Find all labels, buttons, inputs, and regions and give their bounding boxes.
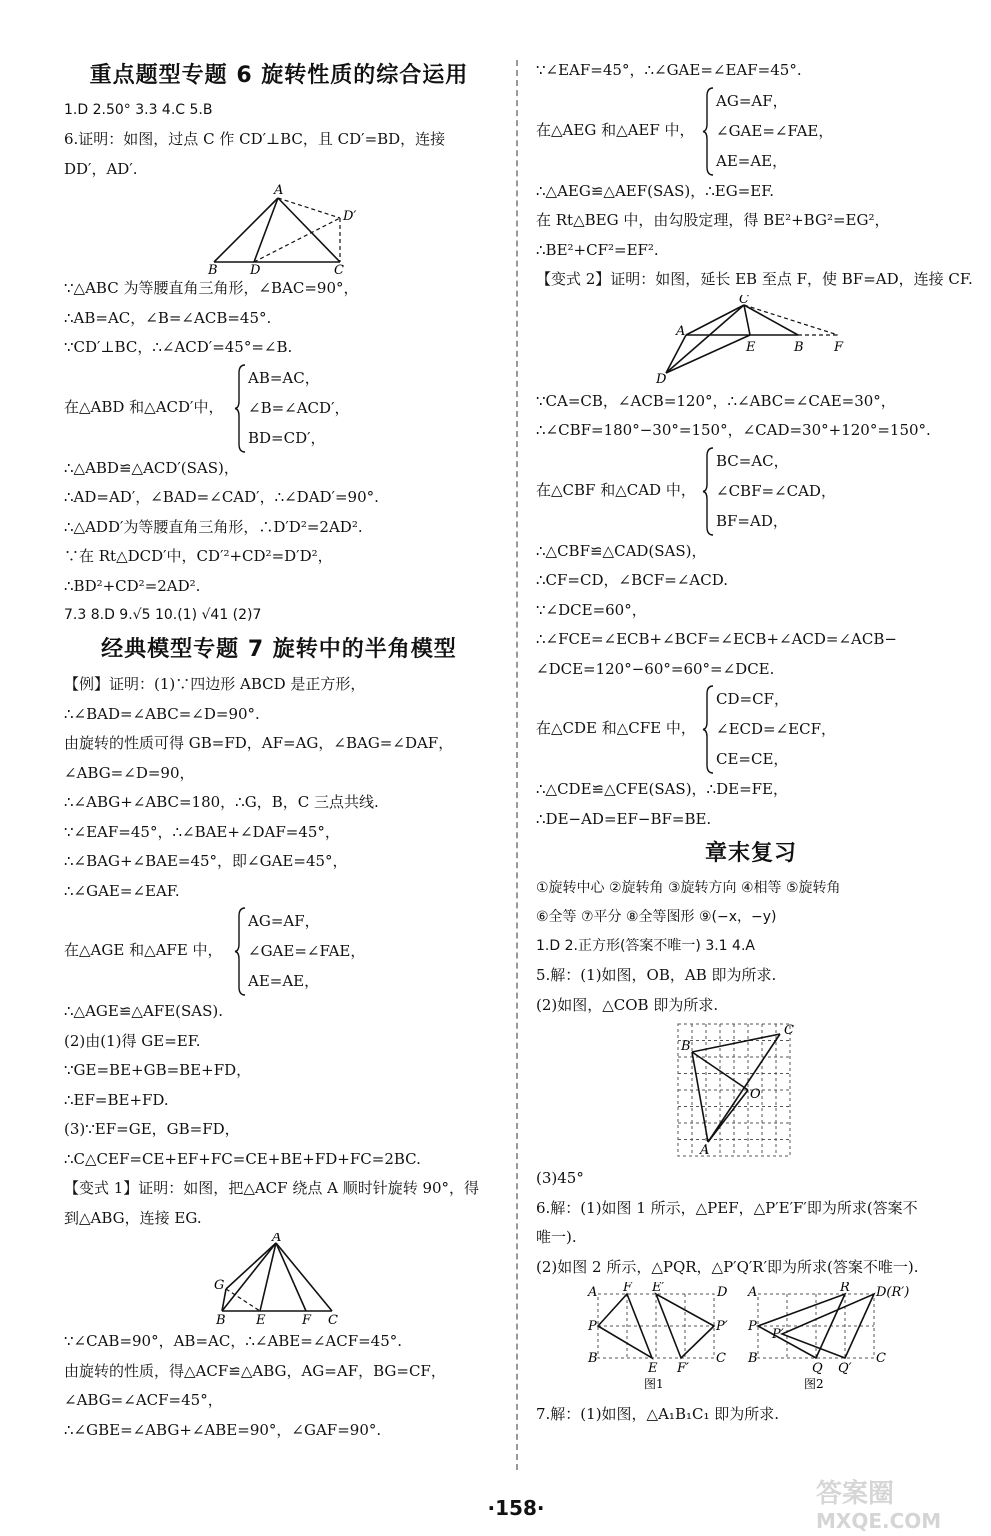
right-line-6: ∴∠CBF=180°−30°=150°，∠CAD=30°+120°=150°. xyxy=(536,421,931,439)
fig2-label-C: C xyxy=(876,1351,886,1366)
triangle-figure-1 xyxy=(64,184,494,274)
fig1-label-P-prime: P′ xyxy=(716,1319,728,1334)
review-q6-line-c: (2)如图 2 所示，△PQR，△P′Q′R′即为所求(答案不唯一). xyxy=(536,1257,919,1276)
right-line-7: ∴△CBF≌△CAD(SAS)， xyxy=(536,541,707,560)
section-7-title: 经典模型专题 7 旋转中的半角模型 xyxy=(101,637,457,662)
example-line-11: ∵GE=BE+GB=BE+FD， xyxy=(64,1061,252,1079)
answers-1-5: 1.D 2.50° 3.3 4.C 5.B xyxy=(64,102,213,118)
brace-item: CE=CE， xyxy=(716,750,789,768)
label-A: A xyxy=(676,323,686,339)
label-E: E xyxy=(746,339,756,355)
triangle-figure-3 xyxy=(536,295,966,387)
brace-label: 在△CBF 和△CAD 中， xyxy=(536,480,696,499)
example-line-8: ∴∠GAE=∠EAF. xyxy=(64,881,180,900)
watermark-text: 答案圈 xyxy=(816,1479,895,1509)
variant-2-line: 【变式 2】证明：如图，延长 EB 至点 F，使 BF=AD，连接 CF. xyxy=(536,270,973,288)
brace-item: AB=AC， xyxy=(248,368,320,387)
review-q5-line-c: (3)45° xyxy=(536,1169,584,1187)
brace-icon xyxy=(702,684,714,775)
label-C: C xyxy=(334,263,344,274)
brace-item: ∠B=∠ACD′， xyxy=(248,398,350,417)
fig2-label-P-prime: P′ xyxy=(772,1327,784,1342)
q6-line-a: 6.证明：如图，过点 C 作 CD′⊥BC，且 CD′=BD，连接 xyxy=(64,130,446,148)
label-D: D xyxy=(656,371,667,387)
label-D-prime: D′ xyxy=(343,209,357,224)
example-line-5: ∴∠ABG+∠ABC=180，∴G，B，C 三点共线. xyxy=(64,793,379,811)
brace-item: AE=AE， xyxy=(248,972,320,990)
variant-1-line-d: 由旋转的性质，得△ACF≌△ABG，AG=AF，BG=CF， xyxy=(64,1361,446,1380)
fig1-label-P: P xyxy=(588,1319,597,1334)
example-line-1: 【例】证明：(1)∵四边形 ABCD 是正方形， xyxy=(64,675,366,693)
example-line-12: ∴EF=BE+FD. xyxy=(64,1090,169,1109)
rectangle-figures xyxy=(536,1282,966,1400)
variant-1-line-f: ∴∠GBE=∠ABG+∠ABE=90°，∠GAF=90°. xyxy=(64,1420,382,1439)
right-line-11: ∠DCE=120°−60°=60°=∠DCE. xyxy=(536,659,775,678)
q6-line-b: DD′，AD′. xyxy=(64,159,138,178)
fig2-caption: 图2 xyxy=(804,1377,824,1391)
brace-item: AE=AE， xyxy=(716,151,788,170)
brace-item: BD=CD′， xyxy=(248,428,326,447)
page-number: ·158· xyxy=(487,1496,545,1520)
svg-text:MXQE.COM: MXQE.COM xyxy=(816,1509,942,1533)
brace-label: 在△AGE 和△AFE 中， xyxy=(64,941,223,959)
example-line-6: ∵∠EAF=45°，∴∠BAE+∠DAF=45°， xyxy=(64,822,340,841)
brace-icon xyxy=(234,363,246,454)
example-line-2: ∴∠BAD=∠ABC=∠D=90°. xyxy=(64,704,260,723)
fig1-label-A: A xyxy=(588,1285,598,1300)
review-q5-line-b: (2)如图，△COB 即为所求. xyxy=(536,995,719,1014)
watermark-logo xyxy=(812,1468,982,1534)
label-B: B xyxy=(794,339,804,355)
brace-item: AG=AF， xyxy=(248,912,320,930)
example-line-13: (3)∵EF=GE，GB=FD， xyxy=(64,1120,240,1138)
label-A: A xyxy=(274,184,284,198)
label-B: B xyxy=(216,1313,226,1327)
label-A: A xyxy=(700,1143,710,1158)
congruence-brace-5 xyxy=(536,684,966,775)
proof-line-8: ∴BD²+CD²=2AD². xyxy=(64,576,201,595)
fig2-label-P: P xyxy=(748,1319,757,1334)
variant-1-line-c: ∵∠CAB=90°，AB=AC，∴∠ABE=∠ACF=45°. xyxy=(64,1332,403,1350)
congruence-brace-3 xyxy=(536,86,966,177)
congruence-brace-1 xyxy=(64,363,494,454)
label-C: C xyxy=(784,1023,794,1038)
review-q6-line-b: 唯一). xyxy=(536,1228,577,1246)
brace-label: 在△ABD 和△ACD′中， xyxy=(64,397,224,416)
fig1-label-E-prime: E′ xyxy=(652,1282,665,1295)
label-B: B xyxy=(681,1039,691,1054)
label-D: D xyxy=(250,263,261,274)
label-C: C xyxy=(739,294,749,307)
brace-label: 在△CDE 和△CFE 中， xyxy=(536,719,696,737)
brace-icon xyxy=(702,86,714,177)
chapter-review-title: 章末复习 xyxy=(704,841,797,866)
fig1-label-B: B xyxy=(588,1351,598,1366)
right-line-4: ∴BE²+CF²=EF². xyxy=(536,240,659,259)
answers-7-10: 7.3 8.D 9.√5 10.(1) √41 (2)7 xyxy=(64,607,262,623)
right-line-13: ∴DE−AD=EF−BF=BE. xyxy=(536,809,712,828)
review-q7-line: 7.解：(1)如图，△A₁B₁C₁ 即为所求. xyxy=(536,1405,780,1423)
brace-item: BF=AD， xyxy=(716,511,788,530)
review-q5-line-a: 5.解：(1)如图，OB，AB 即为所求. xyxy=(536,966,777,984)
example-line-4: ∠ABG=∠D=90， xyxy=(64,763,195,782)
label-F: F xyxy=(834,339,844,355)
label-G: G xyxy=(214,1278,225,1293)
brace-item: ∠ECD=∠ECF， xyxy=(716,720,836,738)
right-line-5: ∵CA=CB，∠ACB=120°，∴∠ABC=∠CAE=30°， xyxy=(536,391,896,410)
label-A: A xyxy=(272,1233,282,1245)
column-divider xyxy=(516,60,518,1470)
example-line-3: 由旋转的性质可得 GB=FD，AF=AG，∠BAG=∠DAF， xyxy=(64,734,454,752)
proof-line-2: ∴AB=AC，∠B=∠ACB=45°. xyxy=(64,308,272,327)
right-line-12: ∴△CDE≌△CFE(SAS)，∴DE=FE， xyxy=(536,780,789,798)
right-line-8: ∴CF=CD，∠BCF=∠ACD. xyxy=(536,571,728,589)
proof-line-6: ∴△ADD′为等腰直角三角形，∴D′D²=2AD². xyxy=(64,517,363,536)
example-line-10: (2)由(1)得 GE=EF. xyxy=(64,1031,201,1050)
label-B: B xyxy=(208,263,218,274)
grid-figure xyxy=(536,1020,966,1164)
example-line-9: ∴△AGE≌△AFE(SAS). xyxy=(64,1002,223,1020)
fig1-label-D: D xyxy=(717,1285,728,1300)
left-column xyxy=(64,56,494,1445)
label-C: C xyxy=(328,1313,338,1327)
section-6-title: 重点题型专题 6 旋转性质的综合运用 xyxy=(89,63,469,88)
right-line-1: ∵∠EAF=45°，∴∠GAE=∠EAF=45°. xyxy=(536,61,802,79)
fig2-label-A: A xyxy=(748,1285,758,1300)
brace-item: ∠GAE=∠FAE， xyxy=(716,121,834,140)
proof-line-5: ∴AD=AD′，∠BAD=∠CAD′，∴∠DAD′=90°. xyxy=(64,488,379,506)
proof-line-3: ∵CD′⊥BC，∴∠ACD′=45°=∠B. xyxy=(64,338,293,356)
fig1-caption: 图1 xyxy=(644,1377,664,1391)
brace-item: BC=AC， xyxy=(716,451,789,470)
right-line-10: ∴∠FCE=∠ECB+∠BCF=∠ECB+∠ACD=∠ACB− xyxy=(536,630,897,648)
fig2-label-B: B xyxy=(748,1351,758,1366)
right-line-3: 在 Rt△BEG 中，由勾股定理，得 BE²+BG²=EG²， xyxy=(536,211,890,229)
fig2-label-R: R xyxy=(840,1282,850,1295)
proof-line-7: ∵在 Rt△DCD′中，CD′²+CD²=D′D²， xyxy=(64,547,333,565)
example-line-14: ∴C△CEF=CE+EF+FC=CE+BE+FD+FC=2BC. xyxy=(64,1149,421,1168)
brace-item: AG=AF， xyxy=(716,91,788,110)
right-line-2: ∴△AEG≌△AEF(SAS)，∴EG=EF. xyxy=(536,181,775,200)
review-answers-1: ①旋转中心 ②旋转角 ③旋转方向 ④相等 ⑤旋转角 xyxy=(536,880,841,896)
fig2-label-D-R-prime: D(R′) xyxy=(876,1285,910,1300)
fig1-label-E: E xyxy=(648,1361,658,1376)
variant-1-line-b: 到△ABG，连接 EG. xyxy=(64,1208,202,1227)
label-O: O xyxy=(750,1087,761,1102)
variant-1-line-e: ∠ABG=∠ACF=45°， xyxy=(64,1391,223,1409)
brace-item: CD=CF， xyxy=(716,690,789,708)
brace-item: ∠CBF=∠CAD， xyxy=(716,481,836,500)
review-answers-2: ⑥全等 ⑦平分 ⑧全等图形 ⑨(−x，−y) xyxy=(536,909,777,925)
example-line-7: ∴∠BAG+∠BAE=45°，即∠GAE=45°， xyxy=(64,852,348,870)
fig1-label-C: C xyxy=(716,1351,726,1366)
fig2-label-Q: Q xyxy=(812,1361,823,1376)
brace-icon xyxy=(234,906,246,997)
label-F: F xyxy=(302,1313,312,1327)
triangle-figure-2 xyxy=(64,1233,494,1327)
congruence-brace-4 xyxy=(536,446,966,537)
proof-line-1: ∵△ABC 为等腰直角三角形，∠BAC=90°， xyxy=(64,279,359,297)
brace-icon xyxy=(702,446,714,537)
review-q6-line-a: 6.解：(1)如图 1 所示，△PEF，△P′E′F′即为所求(答案不 xyxy=(536,1198,918,1217)
variant-1-line-a: 【变式 1】证明：如图，把△ACF 绕点 A 顺时针旋转 90°，得 xyxy=(64,1179,480,1197)
brace-item: ∠GAE=∠FAE， xyxy=(248,942,366,960)
brace-label: 在△AEG 和△AEF 中， xyxy=(536,120,695,139)
review-answers-3: 1.D 2.正方形(答案不唯一) 3.1 4.A xyxy=(536,938,755,954)
fig2-label-Q-prime: Q′ xyxy=(838,1361,852,1376)
proof-line-4: ∴△ABD≌△ACD′(SAS)， xyxy=(64,458,239,477)
right-column xyxy=(536,56,973,1430)
fig1-label-F: F xyxy=(623,1282,633,1295)
right-line-9: ∵∠DCE=60°， xyxy=(536,600,647,619)
fig1-label-F-prime: F′ xyxy=(677,1361,689,1376)
congruence-brace-2 xyxy=(64,906,494,997)
label-E: E xyxy=(256,1313,266,1327)
